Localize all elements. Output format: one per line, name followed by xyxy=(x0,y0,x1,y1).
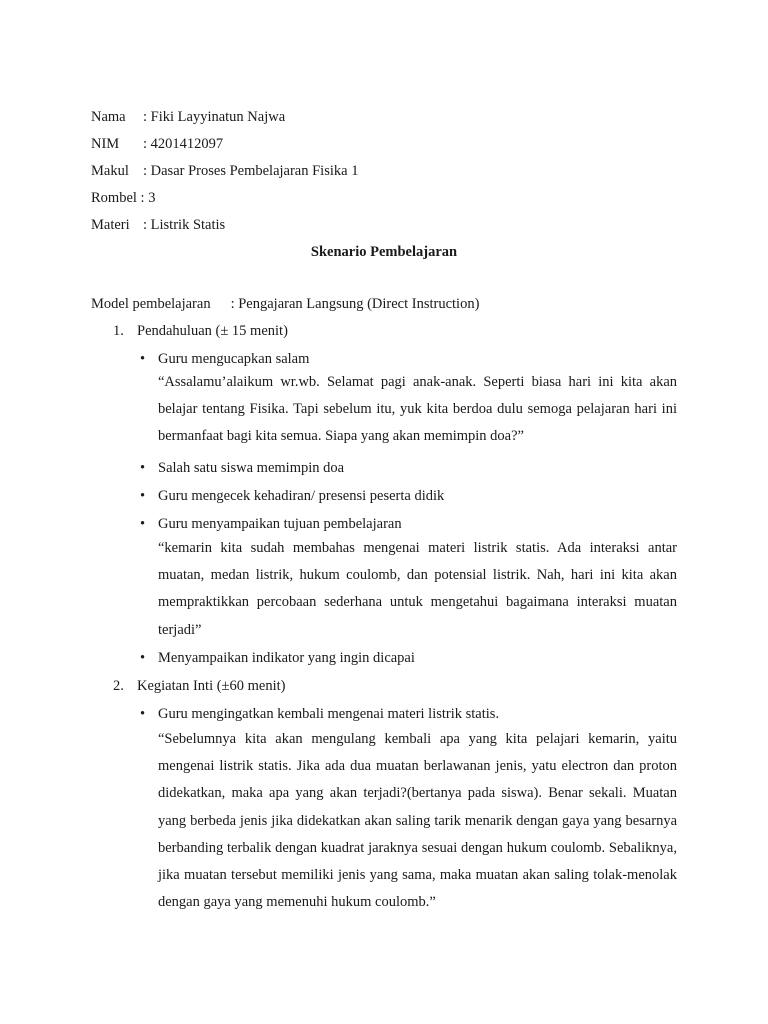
list-item-text: Menyampaikan indikator yang ingin dicapai xyxy=(158,650,415,666)
list-item xyxy=(140,349,309,369)
bullet-icon: • xyxy=(140,351,146,367)
model-label: Model pembelajaran xyxy=(91,296,211,312)
makul-value: : Dasar Proses Pembelajaran Fisika 1 xyxy=(143,163,359,179)
document-title: Skenario Pembelajaran xyxy=(310,244,458,260)
list-item-text: Guru mengecek kehadiran/ presensi peserta didik xyxy=(158,488,445,504)
nim-value: : 4201412097 xyxy=(143,136,224,152)
materi-label: Materi xyxy=(91,217,130,233)
list-item xyxy=(140,648,415,668)
bullet-icon: • xyxy=(140,488,146,504)
nim-row xyxy=(91,134,224,154)
bullet-icon: • xyxy=(140,650,146,666)
materi-row xyxy=(91,215,226,235)
list-item-text: Salah satu siswa memimpin doa xyxy=(158,460,345,476)
section-number: 1. xyxy=(113,323,124,339)
nama-label: Nama xyxy=(91,109,126,125)
section-title: Pendahuluan (± 15 menit) xyxy=(137,323,288,339)
section-number: 2. xyxy=(113,678,124,694)
bullet-icon: • xyxy=(140,460,146,476)
quote-paragraph: “Assalamu’alaikum wr.wb. Selamat pagi anak-anak. Seperti biasa hari ini kita akan belajar tentang Fisika. Tapi sebelum itu, yuk kita berdoa dulu semoga pelajaran hari ini bermanfaat bagi kita semua. Siapa yang akan memimpin doa?” xyxy=(158,374,677,445)
nim-label: NIM xyxy=(91,136,120,152)
nama-value: : Fiki Layyinatun Najwa xyxy=(143,109,286,125)
list-item xyxy=(140,458,344,478)
list-item xyxy=(140,486,444,506)
section-title: Kegiatan Inti (±60 menit) xyxy=(137,678,286,694)
list-item-text: Guru menyampaikan tujuan pembelajaran xyxy=(158,516,402,532)
rombel-row xyxy=(91,188,155,208)
materi-value: : Listrik Statis xyxy=(143,217,226,233)
quote-paragraph: “kemarin kita sudah membahas mengenai materi listrik statis. Ada interaksi antar muatan, medan listrik, hukum coulomb, dan potensial listrik. Nah, hari ini kita akan mempraktikkan percobaan sederhana untuk mengetahui bagaimana interaksi muatan terjadi” xyxy=(158,540,677,638)
model-value: : Pengajaran Langsung (Direct Instruction) xyxy=(230,296,480,312)
bullet-icon: • xyxy=(140,706,146,722)
section-heading xyxy=(113,676,285,696)
list-item-text: Guru mengucapkan salam xyxy=(158,351,310,367)
nama-row xyxy=(91,107,286,127)
list-item xyxy=(140,704,499,724)
quote-paragraph: “Sebelumnya kita akan mengulang kembali apa yang kita pelajari kemarin, yaitu mengenai listrik statis. Jika ada dua muatan berlawanan jenis, yatu electron dan proton didekatkan, maka apa yang akan terjadi?(bertanya pada siswa). Benar sekali. Muatan yang berbeda jenis jika didekatkan akan saling tarik menarik dengan gaya yang besarnya berbanding terbalik dengan kuadrat jaraknya sesuai dengan hukum coulomb. Sebaliknya, jika muatan tersebut memiliki jenis yang sama, maka muatan akan saling tolak-menolak dengan gaya yang memenuhi hukum coulomb.” xyxy=(158,731,677,911)
list-item-text: Guru mengingatkan kembali mengenai materi listrik statis. xyxy=(158,706,500,722)
list-item xyxy=(140,514,402,534)
bullet-icon: • xyxy=(140,516,146,532)
makul-row xyxy=(91,161,359,181)
makul-label: Makul xyxy=(91,163,129,179)
rombel-text: Rombel : 3 xyxy=(91,190,156,206)
section-heading xyxy=(113,321,288,341)
model-row xyxy=(91,294,479,314)
